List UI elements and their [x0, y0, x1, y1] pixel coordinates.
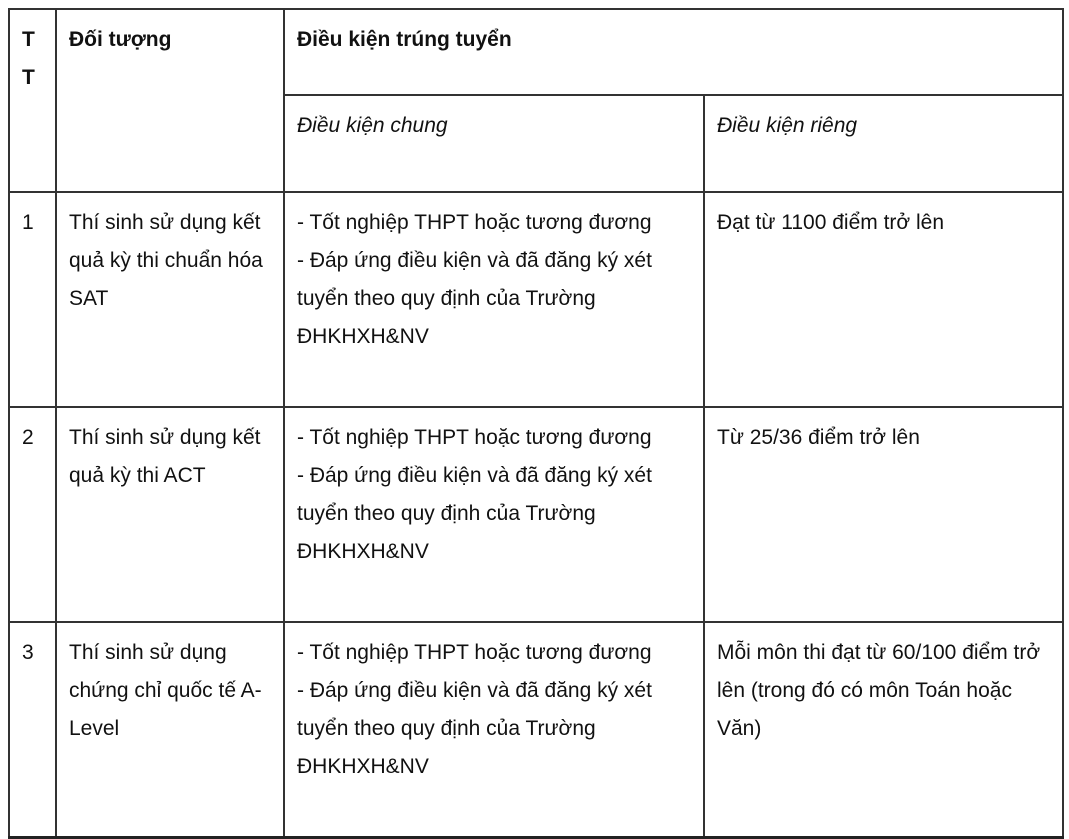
header-doi-tuong: Đối tượng	[56, 9, 284, 192]
candidate-type-cell: Thí sinh sử dụng chứng chỉ quốc tế A-Level	[56, 622, 284, 837]
general-condition-cell	[284, 622, 704, 837]
subheader-dieu-kien-chung: Điều kiện chung	[284, 95, 704, 192]
general-condition-line: - Đáp ứng điều kiện và đã đăng ký xét tuyển theo quy định của Trường ĐHKHXH&NV	[297, 464, 652, 563]
table-header-row	[9, 9, 1063, 95]
general-condition-cell	[284, 407, 704, 622]
general-condition-line: - Tốt nghiệp THPT hoặc tương đương	[297, 641, 652, 664]
header-dieu-kien-trung-tuyen: Điều kiện trúng tuyển	[284, 9, 1063, 95]
header-tt: TT	[9, 9, 56, 192]
candidate-type-cell: Thí sinh sử dụng kết quả kỳ thi ACT	[56, 407, 284, 622]
specific-condition-cell: Đạt từ 1100 điểm trở lên	[704, 192, 1063, 407]
subheader-dieu-kien-rieng: Điều kiện riêng	[704, 95, 1063, 192]
general-condition-line: - Tốt nghiệp THPT hoặc tương đương	[297, 426, 652, 449]
general-condition-cell	[284, 192, 704, 407]
row-number-cell: 1	[9, 192, 56, 407]
specific-condition-cell: Mỗi môn thi đạt từ 60/100 điểm trở lên (trong đó có môn Toán hoặc Văn)	[704, 622, 1063, 837]
table-row	[9, 622, 1063, 837]
table-row	[9, 407, 1063, 622]
row-number-cell: 2	[9, 407, 56, 622]
general-condition-line: - Đáp ứng điều kiện và đã đăng ký xét tuyển theo quy định của Trường ĐHKHXH&NV	[297, 249, 652, 348]
row-number-cell: 3	[9, 622, 56, 837]
candidate-type-cell: Thí sinh sử dụng kết quả kỳ thi chuẩn hóa SAT	[56, 192, 284, 407]
general-condition-line: - Tốt nghiệp THPT hoặc tương đương	[297, 211, 652, 234]
table-row	[9, 192, 1063, 407]
specific-condition-cell: Từ 25/36 điểm trở lên	[704, 407, 1063, 622]
admission-conditions-table	[8, 8, 1064, 839]
general-condition-line: - Đáp ứng điều kiện và đã đăng ký xét tuyển theo quy định của Trường ĐHKHXH&NV	[297, 679, 652, 778]
